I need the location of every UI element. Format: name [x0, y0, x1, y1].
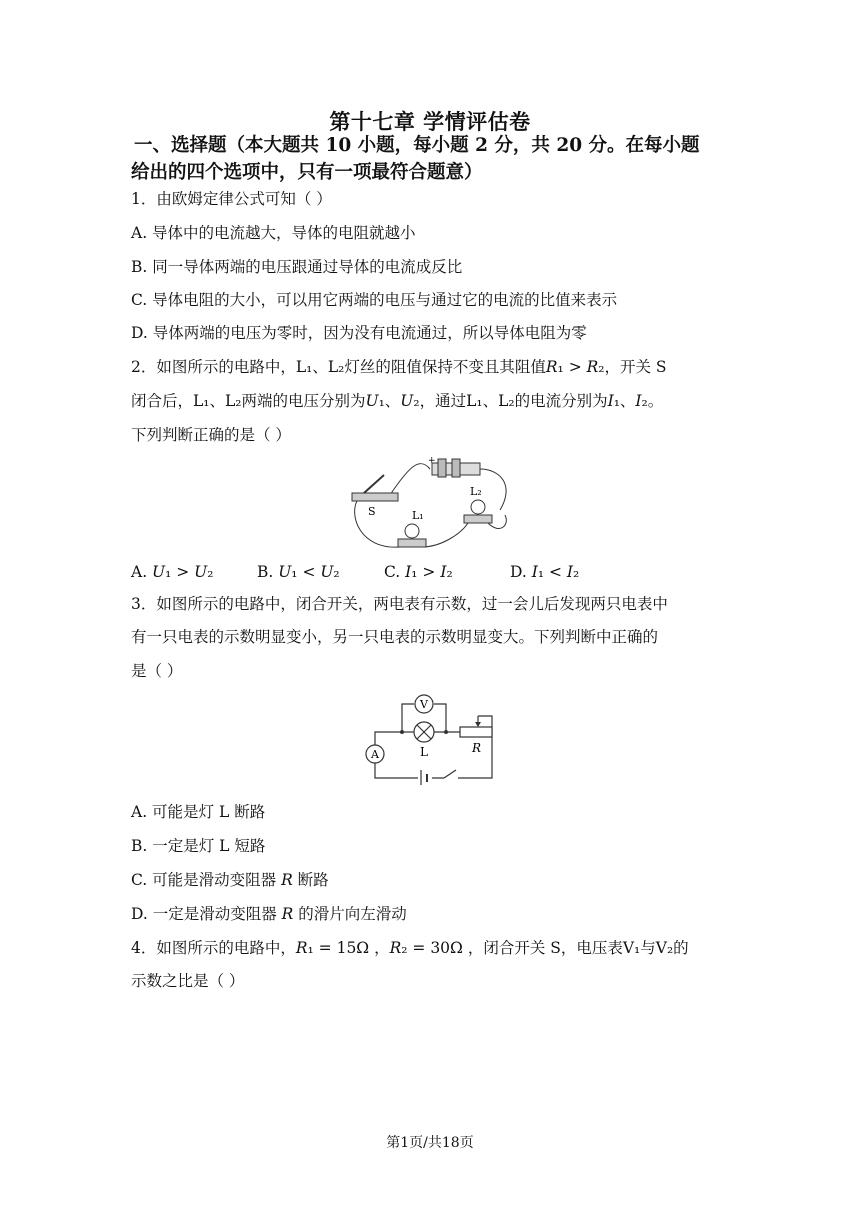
- q3-ammeter-label: A: [371, 748, 379, 761]
- q1-option-c: C. 导体电阻的大小，可以用它两端的电压与通过它的电流的比值来表示: [131, 291, 618, 309]
- q3-circuit-figure: [360, 690, 500, 785]
- q2-stem-line1: 2．如图所示的电路中，L₁、L₂灯丝的阻值保持不变且其阻值𝑅₁ > 𝑅₂，开关 S: [131, 358, 667, 376]
- q2-stem-line2: 闭合后，L₁、L₂两端的电压分别为𝑈₁、𝑈₂，通过L₁、L₂的电流分别为𝐼₁、𝐼₂。: [131, 392, 664, 410]
- q3-option-a: A. 可能是灯 L 断路: [131, 803, 266, 821]
- q1-option-d: D. 导体两端的电压为零时，因为没有电流通过，所以导体电阻为零: [131, 324, 587, 342]
- q4-stem-line1: 4．如图所示的电路中，𝑅₁ = 15Ω ，𝑅₂ = 30Ω ，闭合开关 S，电压表V₁与V₂的: [131, 939, 689, 957]
- page-title: 第十七章 学情评估卷: [329, 109, 531, 134]
- section-heading-line2: 给出的四个选项中，只有一项最符合题意）: [131, 162, 483, 183]
- q2-circuit-figure: [350, 455, 520, 555]
- q3-voltmeter-label: V: [420, 698, 428, 711]
- page-number: 第1页/共18页: [386, 1135, 474, 1151]
- q3-option-c: C. 可能是滑动变阻器 𝑅 断路: [131, 871, 329, 889]
- q1-option-a: A. 导体中的电流越大，导体的电阻就越小: [131, 224, 416, 242]
- q3-stem-line1: 3．如图所示的电路中，闭合开关，两电表有示数，过一会儿后发现两只电表中: [131, 595, 668, 613]
- q2-stem-line3: 下列判断正确的是（ ）: [131, 426, 291, 444]
- q2-option-d: D. 𝐼₁ < 𝐼₂: [510, 563, 580, 581]
- q2-option-b: B. 𝑈₁ < 𝑈₂: [257, 563, 340, 581]
- q1-option-b: B. 同一导体两端的电压跟通过导体的电流成反比: [131, 258, 463, 276]
- section-heading-line1: 一、选择题（本大题共 10 小题，每小题 2 分，共 20 分。在每小题: [134, 135, 700, 156]
- q4-stem-line2: 示数之比是（ ）: [131, 972, 245, 990]
- q2-switch-label: S: [368, 505, 376, 518]
- q2-lamp1-label: L₁: [412, 509, 424, 522]
- svg-text:+: +: [428, 456, 436, 466]
- q3-stem-line2: 有一只电表的示数明显变小，另一只电表的示数明显变大。下列判断中正确的: [131, 628, 659, 646]
- q2-option-c: C. 𝐼₁ > 𝐼₂: [384, 563, 453, 581]
- q3-stem-line3: 是（ ）: [131, 662, 183, 680]
- q3-option-b: B. 一定是灯 L 短路: [131, 837, 266, 855]
- q3-lamp-label: L: [420, 745, 428, 759]
- q3-option-d: D. 一定是滑动变阻器 𝑅 的滑片向左滑动: [131, 905, 407, 923]
- q2-option-a: A. 𝑈₁ > 𝑈₂: [131, 563, 214, 581]
- q2-lamp2-label: L₂: [470, 485, 482, 498]
- q3-rheostat-label: R: [472, 741, 482, 755]
- q1-stem: 1．由欧姆定律公式可知（ ）: [131, 190, 332, 208]
